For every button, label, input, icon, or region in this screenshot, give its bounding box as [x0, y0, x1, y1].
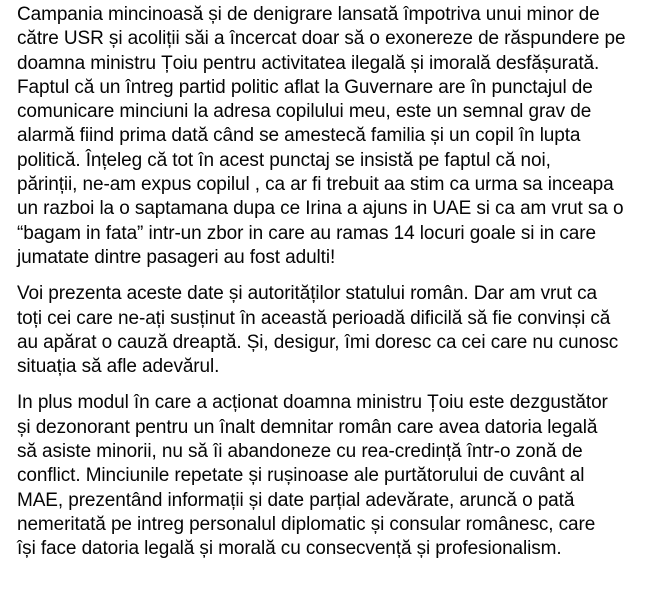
- paragraph-line: doamna ministru Țoiu pentru activitatea ilegală și imorală desfășurată.: [17, 52, 600, 74]
- paragraph-line: nemeritată pe intreg personalul diplomatic și consular românesc, care: [17, 513, 596, 535]
- paragraph-line: își face datoria legală și morală cu consecvență și profesionalism.: [17, 538, 562, 560]
- paragraph-line: politică. Înțeleg că tot în acest punctaj se insistă pe faptul că noi,: [17, 149, 551, 171]
- paragraph-line: conflict. Minciunile repetate și rușinoase ale purtătorului de cuvânt al: [17, 465, 585, 487]
- paragraph-line: Campania mincinoasă și de denigrare lansată împotriva unui minor de: [17, 4, 600, 25]
- paragraph-line: jumatate dintre pasageri au fost adulti!: [17, 246, 336, 268]
- paragraph-line: situația să afle adevărul.: [17, 356, 220, 378]
- post-paragraph-3: [17, 391, 655, 561]
- paragraph-line: au apărat o cauză dreaptă. Și, desigur, îmi doresc ca cei care nu cunosc: [17, 331, 619, 353]
- paragraph-line: un razboi la o saptamana dupa ce Irina a ajuns in UAE si ca am vrut sa o: [17, 198, 624, 220]
- paragraph-line: către USR și acoliții săi a încercat doar să o exonereze de răspundere pe: [17, 28, 626, 50]
- paragraph-line: părinții, ne-am expus copilul , ca ar fi trebuit aa stim ca urma sa inceapa: [17, 174, 614, 196]
- paragraph-line: să asiste minorii, nu să îi abandoneze cu rea-credință într-o zonă de: [17, 441, 583, 463]
- paragraph-line: comunicare minciuni la adresa copilului meu, este un semnal grav de: [17, 101, 592, 123]
- paragraph-line: și dezonorant pentru un înalt demnitar român care avea datoria legală: [17, 416, 598, 438]
- post-paragraph-1: [17, 3, 655, 270]
- paragraph-line: In plus modul în care a acționat doamna ministru Țoiu este dezgustător: [17, 392, 608, 414]
- paragraph-line: alarmă fiind prima dată când se amestecă familia și un copil în lupta: [17, 125, 581, 147]
- paragraph-line: Voi prezenta aceste date și autorităților statului român. Dar am vrut ca: [17, 283, 597, 305]
- paragraph-line: “bagam in fata” intr-un zbor in care au ramas 14 locuri goale si in care: [17, 222, 596, 244]
- paragraph-line: MAE, prezentând informații și date parțial adevărate, aruncă o pată: [17, 489, 575, 511]
- paragraph-line: Faptul că un întreg partid politic aflat la Guvernare are în punctajul de: [17, 76, 593, 98]
- post-paragraph-2: [17, 282, 655, 379]
- paragraph-line: toți cei care ne-ați susținut în această perioadă dificilă să fie convinși că: [17, 307, 611, 329]
